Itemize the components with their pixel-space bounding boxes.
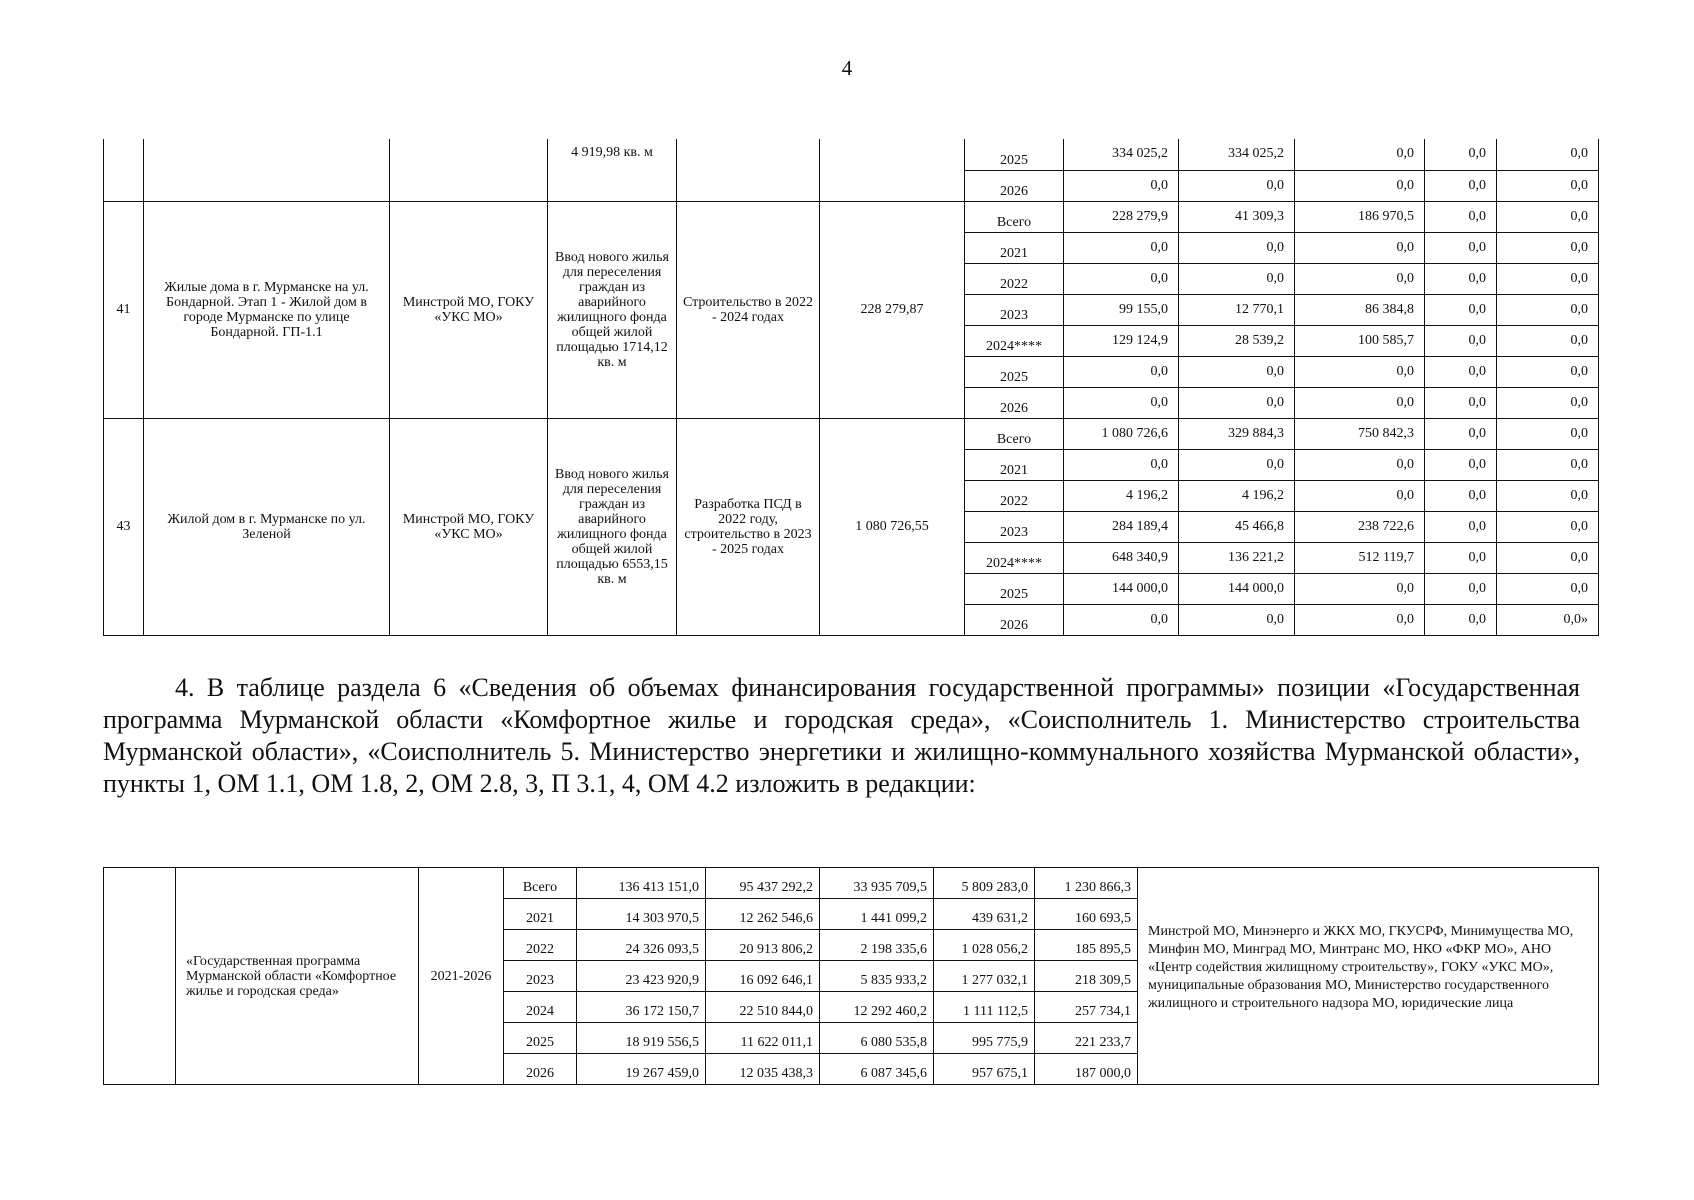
value-cell: 0,0 [1295, 263, 1425, 294]
page-number: 4 [841, 56, 853, 80]
value-cell: 0,0 [1425, 263, 1497, 294]
table-row [104, 201, 1599, 232]
value-cell: 4 196,2 [1179, 480, 1295, 511]
value-cell: 12 262 546,6 [706, 899, 820, 930]
value-cell: 1 111 112,5 [934, 992, 1035, 1023]
value-cell: 0,0 [1064, 449, 1179, 480]
value-cell: 334 025,2 [1064, 139, 1179, 170]
value-cell: 228 279,9 [1064, 201, 1179, 232]
value-cell: 41 309,3 [1179, 201, 1295, 232]
year-cell: 2022 [965, 263, 1064, 294]
value-cell: 0,0 [1064, 170, 1179, 201]
value-cell: 12 035 438,3 [706, 1054, 820, 1085]
value-cell: 16 092 646,1 [706, 961, 820, 992]
year-cell: 2022 [965, 480, 1064, 511]
program-period: 2021-2026 [419, 868, 504, 1085]
value-cell: 0,0 [1497, 542, 1599, 573]
cost-cell [820, 139, 965, 201]
value-cell: 0,0 [1497, 201, 1599, 232]
value-cell: 221 233,7 [1035, 1023, 1138, 1054]
year-cell: 2023 [504, 961, 577, 992]
value-cell: 6 087 345,6 [820, 1054, 934, 1085]
year-cell: 2021 [965, 232, 1064, 263]
program-executors: Минстрой МО, Минэнерго и ЖКХ МО, ГКУСРФ, Минимущества МО, Минфин МО, Минград МО, Минтранс МО, НКО «ФКР МО», АНО «Центр содействия жилищному строительству», ГОКУ «УКС МО», муниципальные образования МО, Министерство государственного жилищного и строительного надзора МО, юридические лица [1138, 868, 1599, 1085]
value-cell: 2 198 335,6 [820, 930, 934, 961]
value-cell: 95 437 292,2 [706, 868, 820, 899]
year-cell: 2026 [504, 1054, 577, 1085]
value-cell: 136 413 151,0 [577, 868, 706, 899]
value-cell: 1 080 726,6 [1064, 418, 1179, 449]
value-cell: 0,0 [1295, 604, 1425, 635]
value-cell: 0,0 [1179, 449, 1295, 480]
object-stage: Строительство в 2022 - 2024 годах [677, 201, 820, 418]
value-cell: 0,0 [1295, 139, 1425, 170]
value-cell: 0,0 [1425, 449, 1497, 480]
year-cell: 2026 [965, 170, 1064, 201]
value-cell: 136 221,2 [1179, 542, 1295, 573]
table-row [104, 418, 1599, 449]
year-cell: 2023 [965, 511, 1064, 542]
value-cell: 995 775,9 [934, 1023, 1035, 1054]
value-cell: 512 119,7 [1295, 542, 1425, 573]
value-cell: 11 622 011,1 [706, 1023, 820, 1054]
value-cell: 0,0 [1425, 139, 1497, 170]
object-executor: Минстрой МО, ГОКУ «УКС МО» [390, 418, 548, 635]
value-cell: 0,0 [1179, 263, 1295, 294]
value-cell: 100 585,7 [1295, 325, 1425, 356]
object-number: 43 [104, 418, 144, 635]
table-row [104, 868, 1599, 899]
year-cell: 2025 [965, 139, 1064, 170]
year-cell: 2024**** [965, 325, 1064, 356]
value-cell: 0,0 [1425, 294, 1497, 325]
value-cell: 22 510 844,0 [706, 992, 820, 1023]
year-cell: Всего [504, 868, 577, 899]
value-cell: 14 303 970,5 [577, 899, 706, 930]
value-cell: 1 441 099,2 [820, 899, 934, 930]
value-cell: 99 155,0 [1064, 294, 1179, 325]
value-cell: 24 326 093,5 [577, 930, 706, 961]
value-cell: 329 884,3 [1179, 418, 1295, 449]
row-number-cell [104, 868, 176, 1085]
value-cell: 0,0 [1179, 232, 1295, 263]
value-cell: 0,0 [1497, 232, 1599, 263]
value-cell: 0,0 [1179, 170, 1295, 201]
year-cell: 2024**** [965, 542, 1064, 573]
value-cell: 0,0» [1497, 604, 1599, 635]
value-cell: 12 292 460,2 [820, 992, 934, 1023]
value-cell: 957 675,1 [934, 1054, 1035, 1085]
value-cell: 36 172 150,7 [577, 992, 706, 1023]
value-cell: 0,0 [1497, 170, 1599, 201]
value-cell: 1 230 866,3 [1035, 868, 1138, 899]
value-cell: 33 935 709,5 [820, 868, 934, 899]
value-cell: 284 189,4 [1064, 511, 1179, 542]
year-cell: Всего [965, 201, 1064, 232]
value-cell: 0,0 [1425, 356, 1497, 387]
value-cell: 129 124,9 [1064, 325, 1179, 356]
value-cell: 0,0 [1497, 263, 1599, 294]
value-cell: 0,0 [1295, 356, 1425, 387]
object-executor: Минстрой МО, ГОКУ «УКС МО» [390, 201, 548, 418]
year-cell: 2024 [504, 992, 577, 1023]
objects-financing-table [103, 139, 1599, 636]
value-cell: 18 919 556,5 [577, 1023, 706, 1054]
year-cell: 2025 [965, 573, 1064, 604]
value-cell: 0,0 [1295, 170, 1425, 201]
year-cell: 2026 [965, 604, 1064, 635]
value-cell: 0,0 [1497, 573, 1599, 604]
value-cell: 0,0 [1295, 232, 1425, 263]
year-cell: 2026 [965, 387, 1064, 418]
value-cell: 0,0 [1295, 573, 1425, 604]
value-cell: 187 000,0 [1035, 1054, 1138, 1085]
executor-cell [390, 139, 548, 201]
value-cell: 0,0 [1497, 480, 1599, 511]
value-cell: 0,0 [1497, 139, 1599, 170]
value-cell: 12 770,1 [1179, 294, 1295, 325]
value-cell: 334 025,2 [1179, 139, 1295, 170]
object-cost: 228 279,87 [820, 201, 965, 418]
program-table-body [104, 868, 1599, 1085]
value-cell: 5 835 933,2 [820, 961, 934, 992]
value-cell: 0,0 [1179, 604, 1295, 635]
value-cell: 0,0 [1497, 418, 1599, 449]
object-result: Ввод нового жилья для переселения граждан из аварийного жилищного фонда общей жилой площадью 6553,15 кв. м [548, 418, 677, 635]
year-cell: 2021 [504, 899, 577, 930]
value-cell: 0,0 [1497, 325, 1599, 356]
value-cell: 45 466,8 [1179, 511, 1295, 542]
value-cell: 28 539,2 [1179, 325, 1295, 356]
value-cell: 23 423 920,9 [577, 961, 706, 992]
value-cell: 0,0 [1425, 542, 1497, 573]
object-stage: Разработка ПСД в 2022 году, строительство в 2023 - 2025 годах [677, 418, 820, 635]
object-number: 41 [104, 201, 144, 418]
value-cell: 0,0 [1064, 356, 1179, 387]
value-cell: 0,0 [1425, 480, 1497, 511]
value-cell: 20 913 806,2 [706, 930, 820, 961]
value-cell: 0,0 [1425, 418, 1497, 449]
value-cell: 86 384,8 [1295, 294, 1425, 325]
value-cell: 0,0 [1425, 170, 1497, 201]
value-cell: 0,0 [1425, 201, 1497, 232]
table-row [104, 139, 1599, 170]
value-cell: 0,0 [1064, 263, 1179, 294]
value-cell: 6 080 535,8 [820, 1023, 934, 1054]
value-cell: 0,0 [1425, 511, 1497, 542]
value-cell: 185 895,5 [1035, 930, 1138, 961]
object-name: Жилой дом в г. Мурманске по ул. Зеленой [144, 418, 390, 635]
object-result: Ввод нового жилья для переселения граждан из аварийного жилищного фонда общей жилой площадью 1714,12 кв. м [548, 201, 677, 418]
value-cell: 0,0 [1295, 387, 1425, 418]
value-cell: 144 000,0 [1064, 573, 1179, 604]
value-cell: 0,0 [1497, 511, 1599, 542]
year-cell: 2023 [965, 294, 1064, 325]
amendment-paragraph: 4. В таблице раздела 6 «Сведения об объемах финансирования государственной программы» позиции «Государственная программа Мурманской области «Комфортное жилье и городская среда», «Соисполнитель 1. Министерство строительства Мурманской области», «Соисполнитель 5. Министерство энергетики и жилищно-коммунального хозяйства Мурманской области», пункты 1, ОМ 1.1, ОМ 1.8, 2, ОМ 2.8, 3, П 3.1, 4, ОМ 4.2 изложить в редакции: [103, 673, 1580, 798]
value-cell: 0,0 [1179, 356, 1295, 387]
value-cell: 257 734,1 [1035, 992, 1138, 1023]
year-cell: 2022 [504, 930, 577, 961]
value-cell: 0,0 [1295, 449, 1425, 480]
value-cell: 0,0 [1179, 387, 1295, 418]
value-cell: 1 028 056,2 [934, 930, 1035, 961]
result-cell: 4 919,98 кв. м [548, 139, 677, 201]
year-cell: 2025 [965, 356, 1064, 387]
value-cell: 0,0 [1425, 232, 1497, 263]
year-cell: 2025 [504, 1023, 577, 1054]
value-cell: 1 277 032,1 [934, 961, 1035, 992]
name-cell [144, 139, 390, 201]
value-cell: 648 340,9 [1064, 542, 1179, 573]
program-name: «Государственная программа Мурманской области «Комфортное жилье и городская среда» [176, 868, 419, 1085]
value-cell: 0,0 [1425, 325, 1497, 356]
value-cell: 0,0 [1497, 387, 1599, 418]
value-cell: 4 196,2 [1064, 480, 1179, 511]
object-name: Жилые дома в г. Мурманске на ул. Бондарной. Этап 1 - Жилой дом в городе Мурманске по улице Бондарной. ГП-1.1 [144, 201, 390, 418]
value-cell: 160 693,5 [1035, 899, 1138, 930]
object-cost: 1 080 726,55 [820, 418, 965, 635]
value-cell: 186 970,5 [1295, 201, 1425, 232]
value-cell: 0,0 [1064, 232, 1179, 263]
value-cell: 0,0 [1064, 604, 1179, 635]
objects-table-body [104, 139, 1599, 635]
value-cell: 19 267 459,0 [577, 1054, 706, 1085]
value-cell: 0,0 [1425, 573, 1497, 604]
value-cell: 0,0 [1425, 387, 1497, 418]
value-cell: 0,0 [1497, 356, 1599, 387]
value-cell: 218 309,5 [1035, 961, 1138, 992]
value-cell: 439 631,2 [934, 899, 1035, 930]
year-cell: Всего [965, 418, 1064, 449]
value-cell: 0,0 [1064, 387, 1179, 418]
value-cell: 144 000,0 [1179, 573, 1295, 604]
value-cell: 0,0 [1295, 480, 1425, 511]
program-financing-table [103, 867, 1599, 1085]
num-cell [104, 139, 144, 201]
value-cell: 238 722,6 [1295, 511, 1425, 542]
value-cell: 0,0 [1425, 604, 1497, 635]
value-cell: 0,0 [1497, 294, 1599, 325]
stage-cell [677, 139, 820, 201]
year-cell: 2021 [965, 449, 1064, 480]
value-cell: 750 842,3 [1295, 418, 1425, 449]
value-cell: 0,0 [1497, 449, 1599, 480]
value-cell: 5 809 283,0 [934, 868, 1035, 899]
